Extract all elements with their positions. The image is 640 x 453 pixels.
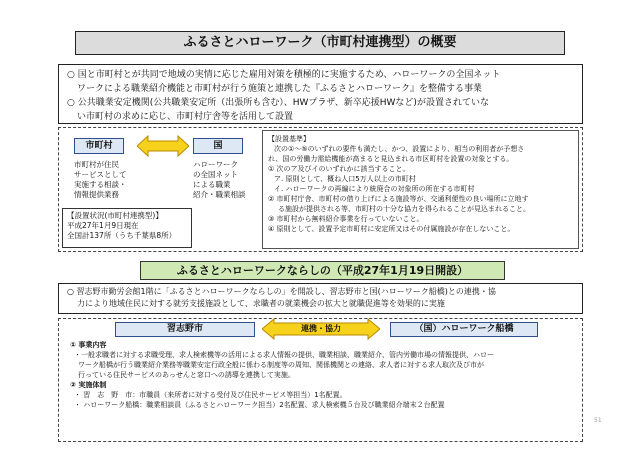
overview-line: ○ 公共職業安定機関(公共職業安定所（出張所も含む）、HWプラザ、新卒応援HWなど)が設置されていな	[67, 98, 489, 108]
overview-line: ワークによる職業紹介機能と市町村が行う施策と連携した『ふるさとハローワーク』を整備する事業	[77, 84, 483, 94]
nation-description-line: の全国ネット	[193, 170, 238, 179]
conditions-box	[262, 130, 579, 249]
page-number: 51	[594, 417, 602, 424]
condition-line: ③ 市町村から無料紹介事業を行っていないこと。	[268, 215, 424, 223]
narashino-line: ○ 習志野市勤労会館1階に「ふるさとハローワークならしの」を開設し、習志野市と国(ハローワーク船橋)との連携・協	[67, 287, 496, 296]
city-description-line: 実施する相談・	[74, 180, 127, 189]
implementation-details	[70, 340, 580, 410]
overview-line: い市町村の求めに応じ、市町村庁舎等を活用して設置	[77, 112, 294, 122]
details-line: ワーク船橋が行う職業紹介業務等職業安定行政全般に係わる制度等の周知、関係機関との連絡、求人者に対する求人取次及び市が	[78, 361, 484, 369]
details-heading: ① 事業内容	[70, 341, 107, 349]
city-description-line: 情報提供業務	[74, 190, 119, 199]
details-line: 行っている住民サービスのあっせんと窓口への誘導を連携して実施。	[78, 371, 295, 379]
hellowork-funabashi-tab: （国）ハローワーク船橋	[390, 322, 538, 337]
details-line: ・ ハローワーク船橋：職業相談員（ふるさとハローワーク担当）2名配置、求人検索機５台及び職業紹介端末２台配置	[74, 401, 445, 409]
city-tab: 市町村	[74, 138, 124, 154]
nation-description-line: による職業	[193, 180, 231, 189]
condition-line: ④ 原則として、設置予定市町村に安定所又はその付属施設が存在しないこと。	[268, 225, 515, 233]
setup-line: 平成27年1月9日現在	[67, 221, 139, 230]
condition-line: る施設が提供される等、市町村の十分な協力を得られることが見込まれること。	[278, 205, 530, 213]
details-line: ・ 習 志 野 市：市職員（来所者に対する受付及び住民サービス等担当）1名配置。	[74, 391, 347, 399]
nation-description-line: ハローワーク	[193, 160, 238, 169]
condition-line: 次の①～⑤のいずれの要件も満たし、かつ、設置により、相当の利用者が予想さ	[274, 145, 525, 153]
setup-heading: 【設置状況(市町村連携型)】	[67, 211, 163, 220]
nation-tab: 国	[193, 138, 243, 154]
condition-line: れ、国の労働力需給機能が高まると見込まれる市区町村を設置の対象とする。	[268, 155, 514, 163]
nation-description	[193, 160, 259, 200]
narashino-city-tab: 習志野市	[115, 322, 255, 337]
condition-line: ① 次のア及びイのいずれかに該当すること。	[268, 165, 410, 173]
city-description-line: サービスとして	[74, 170, 127, 179]
overview-line: ○ 国と市町村とが共同で地域の実情に応じた雇用対策を積極的に実施するため、ハローワークの全国ネット	[67, 70, 501, 80]
overview-box	[58, 64, 583, 124]
details-line: ・一般求職者に対する求職受理、求人検索機等の活用による求人情報の提供、職業相談、職業紹介、管内労働市場の情報提供、ハロー	[74, 351, 494, 359]
city-description	[74, 160, 139, 200]
conditions-heading: 【設置基準】	[268, 135, 310, 143]
narashino-line: 力により地域住民に対する就労支援施設として、求職者の就業機会の拡大と就職促進等を効果的に実施	[77, 299, 445, 308]
setup-line: 全国計137所（うち千葉県8所）	[67, 231, 177, 240]
setup-status-box	[62, 208, 192, 248]
condition-line: ア. 原則として、概ね人口5万人以上の市町村	[274, 175, 416, 183]
city-description-line: 市町村が住民	[74, 160, 119, 169]
double-arrow-icon	[137, 135, 189, 157]
cooperation-label: 連携・協力	[301, 324, 341, 333]
details-heading: ② 実施体制	[70, 381, 107, 389]
narashino-title: ふるさとハローワークならしの（平成27年1月19日開設）	[140, 261, 505, 280]
page-title: ふるさとハローワーク（市町村連携型）の概要	[75, 31, 565, 55]
narashino-overview	[58, 283, 583, 314]
condition-line: イ. ハローワークの再編により統廃合の対象所の所在する市町村	[274, 185, 475, 193]
condition-line: ② 市町村庁舎、市町村の借り上げによる施設等が、交通利便性の良い場所に立地す	[268, 195, 529, 203]
nation-description-line: 紹介・職業相談	[193, 190, 246, 199]
